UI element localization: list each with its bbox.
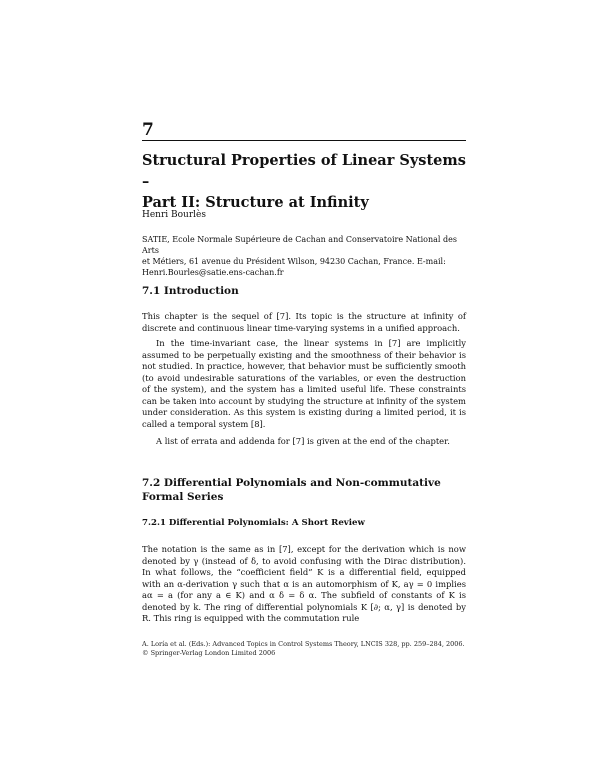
- subsection-heading-short-review: 7.2.1 Differential Polynomials: A Short Review: [142, 518, 365, 528]
- chapter-rule: [142, 140, 466, 141]
- footer-citation: [142, 640, 482, 658]
- intro-paragraph-1: This chapter is the sequel of [7]. Its topic is the structure at infinity of discrete and continuous linear time-varying systems in a unified approach.: [142, 311, 466, 333]
- section-heading-introduction: 7.1 Introduction: [142, 285, 239, 297]
- affiliation-email: Henri.Bourles@satie.ens-cachan.fr: [142, 268, 284, 277]
- chapter-title: [142, 150, 466, 213]
- intro-paragraph-3: A list of errata and addenda for [7] is given at the end of the chapter.: [156, 436, 450, 446]
- section-heading-differential-polynomials: 7.2 Differential Polynomials and Non-commutative Formal Series: [142, 477, 441, 503]
- affiliation-line-2: et Métiers, 61 avenue du Président Wilson, 94230 Cachan, France. E-mail:: [142, 257, 446, 266]
- affiliation-line-1: SATIE, Ecole Normale Supérieure de Cachan and Conservatoire National des Arts: [142, 235, 457, 255]
- chapter-title-line-2: Part II: Structure at Infinity: [142, 194, 369, 211]
- footer-citation-line-1: A. Loría et al. (Eds.): Advanced Topics in Control Systems Theory, LNCIS 328, pp. 259–284, 2006.: [142, 640, 465, 648]
- author: Henri Bourlès: [142, 210, 206, 220]
- footer-copyright: © Springer-Verlag London Limited 2006: [142, 649, 276, 657]
- chapter-title-line-1: Structural Properties of Linear Systems –: [142, 152, 466, 190]
- affiliation: [142, 234, 466, 278]
- intro-paragraph-2: In the time-invariant case, the linear systems in [7] are implicitly assumed to be perpetually existing and the smoothness of their behavior is not studied. In practice, however, that behavior must be sufficiently smooth (to avoid undesirable saturations of the variables, or even the destruction of the system), and the system has a limited useful life. These constraints can be taken into account by studying the structure at infinity of the system under consideration. As this system is existing during a limited period, it is called a temporal system [8].: [142, 338, 466, 429]
- chapter-number: 7: [142, 120, 154, 140]
- review-paragraph-1: The notation is the same as in [7], except for the derivation which is now denoted by γ (instead of δ, to avoid confusing with the Dirac distribution). In what follows, the “coefficient field” K is a differential field, equipped with an α-derivation γ such that α is an automorphism of K, aγ = 0 implies aα = a (for any a ∈ K) and α δ = δ α. The subfield of constants of K is denoted by k. The ring of differential polynomials K [∂; α, γ] is denoted by R. This ring is equipped with the commutation rule: [142, 544, 466, 623]
